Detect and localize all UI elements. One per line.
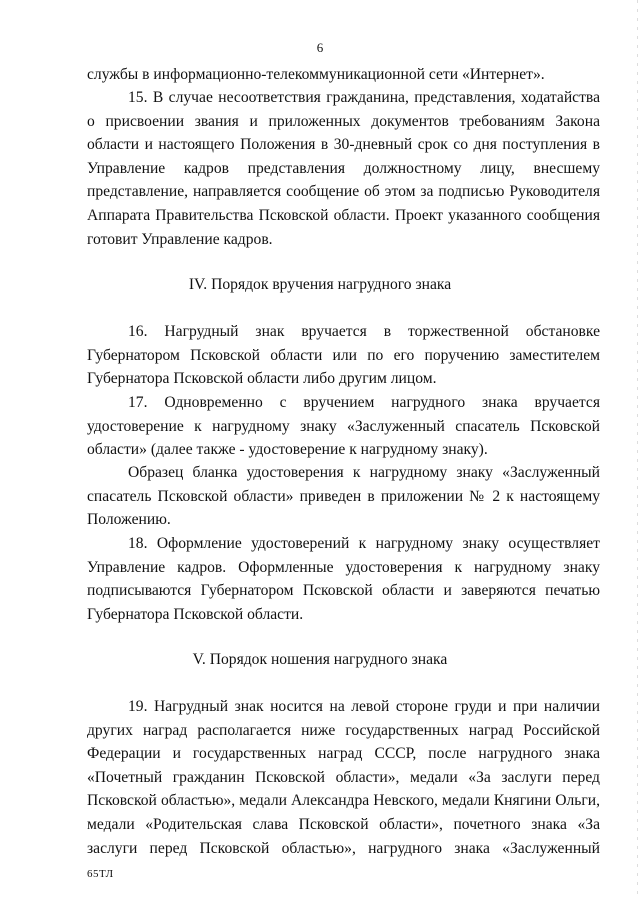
paragraph-16: 16. Нагрудный знак вручается в торжественной обстановке Губернатором Псковской области или по его поручению заместителем Губернатора Псковской области либо другим лицом. [87, 323, 600, 388]
paragraph-18: 18. Оформление удостоверений к нагрудному знаку осуществляет Управление кадров. Оформленные удостоверения к нагрудному знаку подписываются Губернатором Псковской области и заверяются печатью Губернатора Псковской области. [87, 535, 600, 623]
section-5-heading: V. Порядок ношения нагрудного знака [192, 651, 448, 668]
scan-edge [637, 0, 638, 899]
section-4-heading: IV. Порядок вручения нагрудного знака [188, 276, 452, 293]
paragraph-14-tail: службы в информационно-телекоммуникационной сети «Интернет». [87, 66, 545, 83]
footer-code: 65ТЛ [87, 868, 114, 880]
page-number: 6 [316, 40, 324, 55]
paragraph-17-sample: Образец бланка удостоверения к нагрудному знаку «Заслуженный спасатель Псковской области» приведен в приложении № 2 к настоящему Положению. [87, 464, 600, 529]
paragraph-17: 17. Одновременно с вручением нагрудного знака вручается удостоверение к нагрудному знаку «Заслуженный спасатель Псковской области» (далее также - удостоверение к нагрудному знаку). [87, 394, 600, 459]
paragraph-19: 19. Нагрудный знак носится на левой стороне груди и при наличии других наград располагается ниже государственных наград Российской Федерации и государственных наград СССР, после нагрудного знака «Почетный гражданин Псковской области», медали «За заслуги перед Псковской областью», медали Александра Невского, медали Княгини Ольги, медали «Родительская слава Псковской области», почетного знака «За заслуги перед Псковской областью», нагрудного знака «Заслуженный [87, 698, 600, 857]
paragraph-15: 15. В случае несоответствия гражданина, представления, ходатайства о присвоении звания и приложенных документов требованиям Закона области и настоящего Положения в 30-дневный срок со дня поступления в Управление кадров представления должностному лицу, внесшему представление, направляется сообщение об этом за подписью Руководителя Аппарата Правительства Псковской области. Проект указанного сообщения готовит Управление кадров. [87, 89, 600, 248]
